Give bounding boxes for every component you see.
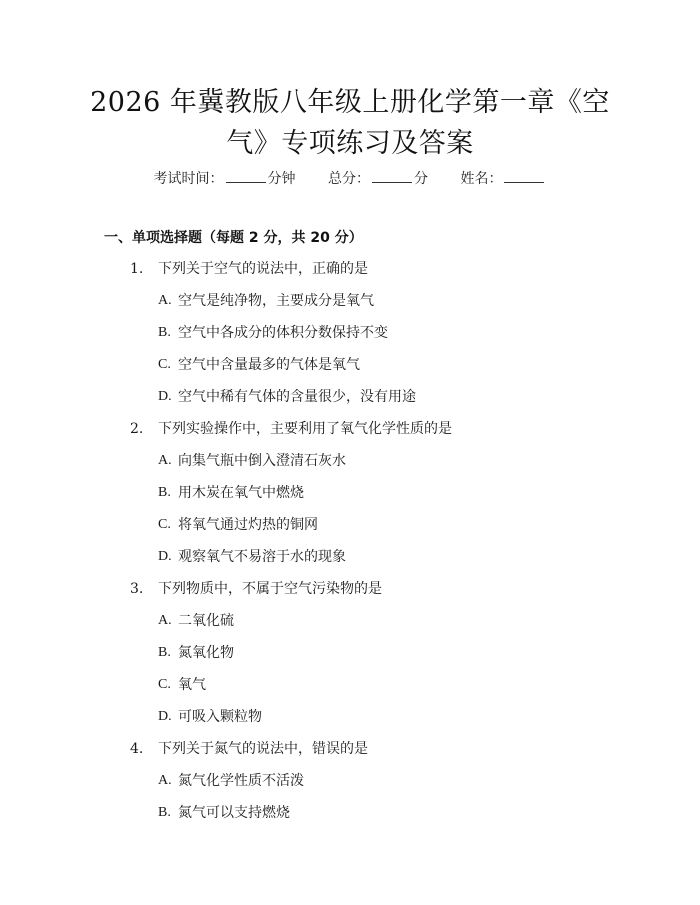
exam-time-field xyxy=(154,169,296,189)
option-text: 用木炭在氧气中燃烧 xyxy=(178,485,304,501)
option-text: 氧气 xyxy=(178,677,206,693)
question-stem xyxy=(0,418,700,450)
question-text: 下列关于空气的说法中，正确的是 xyxy=(158,261,368,277)
question-number: 1. xyxy=(130,261,144,277)
option-text: 向集气瓶中倒入澄清石灰水 xyxy=(178,453,346,469)
option-item xyxy=(0,642,700,674)
section-heading: 一、单项选择题（每题 2 分，共 20 分） xyxy=(104,230,363,246)
option-item xyxy=(0,450,700,482)
option-letter: D. xyxy=(158,389,172,404)
option-letter: C. xyxy=(158,677,171,692)
question-number: 4. xyxy=(130,741,144,757)
option-item xyxy=(0,802,700,834)
total-score-blank xyxy=(372,169,412,183)
option-text: 二氧化硫 xyxy=(178,613,234,629)
name-blank xyxy=(504,169,544,183)
document-title: 2026 年冀教版八年级上册化学第一章《空气》专项练习及答案 xyxy=(90,87,610,159)
option-text: 观察氧气不易溶于水的现象 xyxy=(178,549,346,565)
option-letter: B. xyxy=(158,325,171,340)
option-text: 可吸入颗粒物 xyxy=(178,709,262,725)
option-item xyxy=(0,322,700,354)
option-item xyxy=(0,386,700,418)
option-letter: A. xyxy=(158,453,172,468)
option-text: 将氧气通过灼热的铜网 xyxy=(178,517,318,533)
question-stem xyxy=(0,738,700,770)
option-item xyxy=(0,482,700,514)
option-letter: A. xyxy=(158,293,172,308)
exam-time-label: 考试时间： xyxy=(153,171,224,187)
option-text: 空气中稀有气体的含量很少，没有用途 xyxy=(178,389,416,405)
option-item xyxy=(0,610,700,642)
option-text: 氮氧化物 xyxy=(178,645,234,661)
question-text: 下列实验操作中，主要利用了氧气化学性质的是 xyxy=(158,421,452,437)
option-text: 空气中含量最多的气体是氧气 xyxy=(178,357,360,373)
question-number: 2. xyxy=(130,421,144,437)
option-item xyxy=(0,546,700,578)
option-letter: D. xyxy=(158,549,172,564)
name-label: 姓名： xyxy=(460,171,503,187)
total-score-field xyxy=(328,169,428,189)
option-letter: B. xyxy=(158,485,171,500)
question-item xyxy=(0,738,700,834)
option-item xyxy=(0,706,700,738)
option-text: 氮气化学性质不活泼 xyxy=(178,773,304,789)
option-item xyxy=(0,674,700,706)
option-letter: A. xyxy=(158,613,172,628)
question-stem xyxy=(0,258,700,290)
question-item xyxy=(0,578,700,738)
name-field xyxy=(460,169,546,189)
question-list xyxy=(0,258,700,834)
option-item xyxy=(0,514,700,546)
option-item xyxy=(0,354,700,386)
total-score-unit: 分 xyxy=(414,171,428,187)
option-item xyxy=(0,770,700,802)
exam-time-blank xyxy=(226,169,266,183)
exam-time-unit: 分钟 xyxy=(267,171,296,187)
question-item xyxy=(0,258,700,418)
question-item xyxy=(0,418,700,578)
question-text: 下列关于氮气的说法中，错误的是 xyxy=(158,741,368,757)
option-letter: A. xyxy=(158,773,172,788)
option-text: 空气是纯净物，主要成分是氧气 xyxy=(178,293,374,309)
option-text: 空气中各成分的体积分数保持不变 xyxy=(178,325,388,341)
option-text: 氮气可以支持燃烧 xyxy=(178,805,290,821)
option-letter: C. xyxy=(158,357,171,372)
option-item xyxy=(0,290,700,322)
option-letter: D. xyxy=(158,709,172,724)
option-letter: C. xyxy=(158,517,171,532)
question-number: 3. xyxy=(130,581,144,597)
question-text: 下列物质中，不属于空气污染物的是 xyxy=(158,581,382,597)
total-score-label: 总分： xyxy=(328,171,370,187)
question-stem xyxy=(0,578,700,610)
option-letter: B. xyxy=(158,645,171,660)
exam-info-line xyxy=(0,169,700,189)
option-letter: B. xyxy=(158,805,171,820)
